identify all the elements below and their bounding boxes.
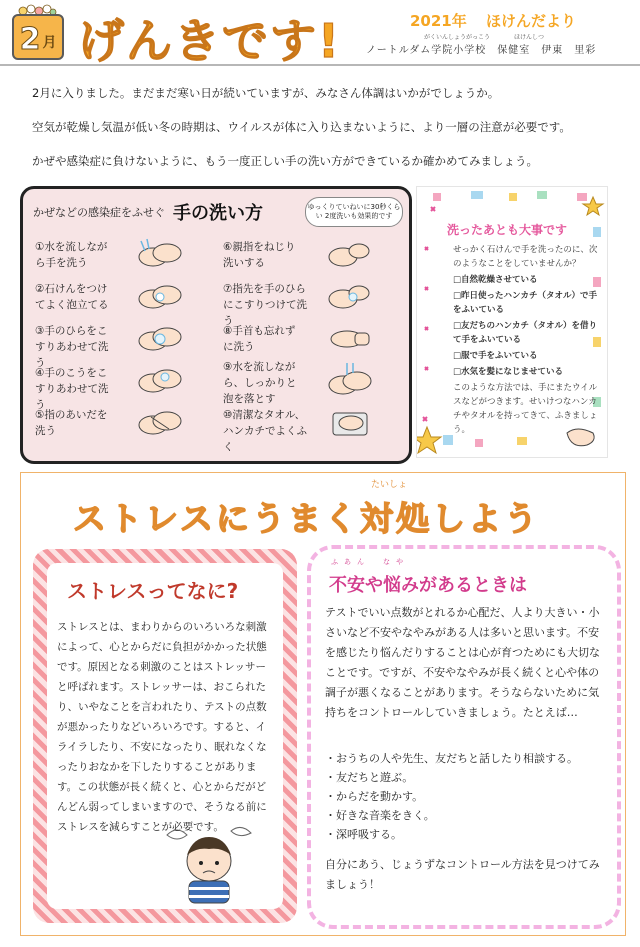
- worry-title-ruby: ふあん なや: [331, 558, 409, 566]
- coping-item: ・からだを動かす。: [325, 790, 424, 803]
- worried-boy-icon: [159, 825, 259, 905]
- hand-washing-prefix: かぜなどの感染症をふせぐ: [33, 206, 165, 219]
- what-is-stress-panel: [33, 549, 297, 923]
- header: [0, 0, 640, 66]
- what-is-stress-title: ストレスってなに?: [67, 579, 239, 603]
- worry-panel: [307, 545, 621, 929]
- hand-wash-illustration-icon: [135, 237, 185, 273]
- coping-item: ・深呼吸する。: [325, 828, 402, 841]
- worry-title: 不安や悩みがあるときは: [329, 575, 527, 596]
- hand-wash-illustration-icon: [325, 237, 375, 273]
- hand-wash-illustration-icon: [325, 363, 375, 399]
- hand-wash-illustration-icon: [135, 363, 185, 399]
- stress-section: [20, 472, 626, 936]
- month-suffix: 月: [42, 35, 57, 51]
- school-ruby: がくいんしょうがっこう: [424, 34, 491, 41]
- page-title: げんきです!: [78, 14, 341, 68]
- hand-wash-illustration-icon: [325, 405, 375, 441]
- wash-step-5: ⑤指のあいだを洗う: [35, 409, 108, 437]
- issue-line: [410, 10, 576, 31]
- after-washing-panel: [416, 186, 608, 458]
- hand-washing-panel: [20, 186, 412, 464]
- stress-title-ruby: たいしょ: [371, 480, 408, 490]
- hand-wash-illustration-icon: [135, 405, 185, 441]
- checklist-item: □水気を髪になじませている: [453, 367, 564, 377]
- intro-paragraph-1: 2月に入りました。まだまだ寒い日が続いていますが、みなさん体調はいかがでしょうか。: [32, 86, 500, 100]
- office-ruby: ほけんしつ: [514, 34, 545, 41]
- hand-wash-illustration-icon: [135, 321, 185, 357]
- what-is-stress-body: ストレスとは、まわりからのいろいろな刺激によって、心とからだに負担がかかった状態です。原因となる刺激のことはストレッサーと呼ばれます。ストレッサーは、おこられたり、いやなことを言われたり、テストの点数が悪かったりなどいろいろです。すると、イライラしたり、不安になったり、眠れなくなったりおなかを下したりすることがあります。この状態が長く続くと、心とからだがどんどん弱ってしまいますので、そうなる前にストレスを減らすことが必要です。: [57, 621, 267, 833]
- wash-step-1: ①水を流しながら手を洗う: [35, 241, 108, 269]
- what-is-stress-inner: [47, 563, 283, 909]
- month-number: 2: [19, 22, 41, 57]
- school-line: ノートルダム学院小学校 保健室 伊東 里彩: [366, 45, 597, 56]
- checklist-item: □昨日使ったハンカチ（タオル）で手をふいている: [453, 291, 598, 315]
- after-washing-outro: このような方法では、手にまたウイルスなどがつきます。せいけつなハンカチやタオルを持ってきて、ふきましょう。: [453, 383, 598, 435]
- newsletter-name: ほけんだより: [485, 12, 576, 30]
- checklist-item: □友だちのハンカチ（タオル）を借りて手をふいている: [453, 321, 598, 345]
- wash-step-3: ③手のひらをこすりあわせて洗う: [35, 325, 109, 369]
- checklist-item: □服で手をふいている: [453, 351, 538, 361]
- wash-step-6: ⑥親指をねじり洗いする: [223, 241, 296, 269]
- wash-step-10: ⑩清潔なタオル、ハンカチでよくふく: [223, 409, 307, 453]
- coping-list: [325, 749, 605, 844]
- intro-paragraph-2: 空気が乾燥し気温が低い冬の時期は、ウイルスが体に入り込まないように、より一層の注意が必要です。: [32, 120, 571, 134]
- hand-wash-illustration-icon: [135, 279, 185, 315]
- worry-closing: 自分にあう、じょうずなコントロール方法を見つけてみましょう！: [325, 858, 600, 891]
- intro-text: [32, 84, 622, 186]
- after-washing-title: 洗ったあとも大事です: [447, 223, 568, 237]
- wash-step-8: ⑧手首も忘れずに洗う: [223, 325, 296, 353]
- coping-item: ・友だちと遊ぶ。: [325, 771, 414, 784]
- month-badge: [12, 14, 64, 60]
- stress-title: ストレスにうまく対処しよう: [73, 499, 541, 538]
- worry-body: テストでいい点数がとれるか心配だ、人より大きい・小さいなど不安やなやみがある人は多いと思います。不安を感じたり悩んだりすることは心が育つためにも大切なことです。ですが、不安やなやみが長く続くと心や体の調子が悪くなることがあります。そうならないために気持ちをコントロールしていきましょう。たとえば…: [325, 606, 600, 719]
- checklist-item: □自然乾燥させている: [453, 275, 538, 285]
- issue-year: 2021年: [410, 12, 467, 30]
- hand-washing-note: ゆっくりていねいに30秒くらい 2度洗いも効果的です: [305, 197, 403, 227]
- wash-step-2: ②石けんをつけてよく泡立てる: [35, 283, 109, 311]
- wash-step-9: ⑨水を流しながら、しっかりと泡を落とす: [223, 361, 297, 405]
- wash-step-7: ⑦指先を手のひらにこすりつけて洗う: [223, 283, 307, 327]
- after-washing-body: [453, 243, 603, 439]
- hand-wash-illustration-icon: [325, 321, 375, 357]
- hand-washing-title: 手の洗い方: [173, 203, 263, 224]
- after-washing-intro: せっかく石けんで手を洗ったのに、次のようなことをしていませんか？: [453, 245, 598, 269]
- hand-wash-illustration-icon: [325, 279, 375, 315]
- wash-step-4: ④手のこうをこすりあわせて洗う: [35, 367, 109, 411]
- coping-item: ・おうちの人や先生、友だちと話したり相談する。: [325, 752, 578, 765]
- intro-paragraph-3: かぜや感染症に負けないように、もう一度正しい手の洗い方ができているか確かめてみましょう。: [32, 154, 538, 168]
- coping-item: ・好きな音楽をきく。: [325, 809, 435, 822]
